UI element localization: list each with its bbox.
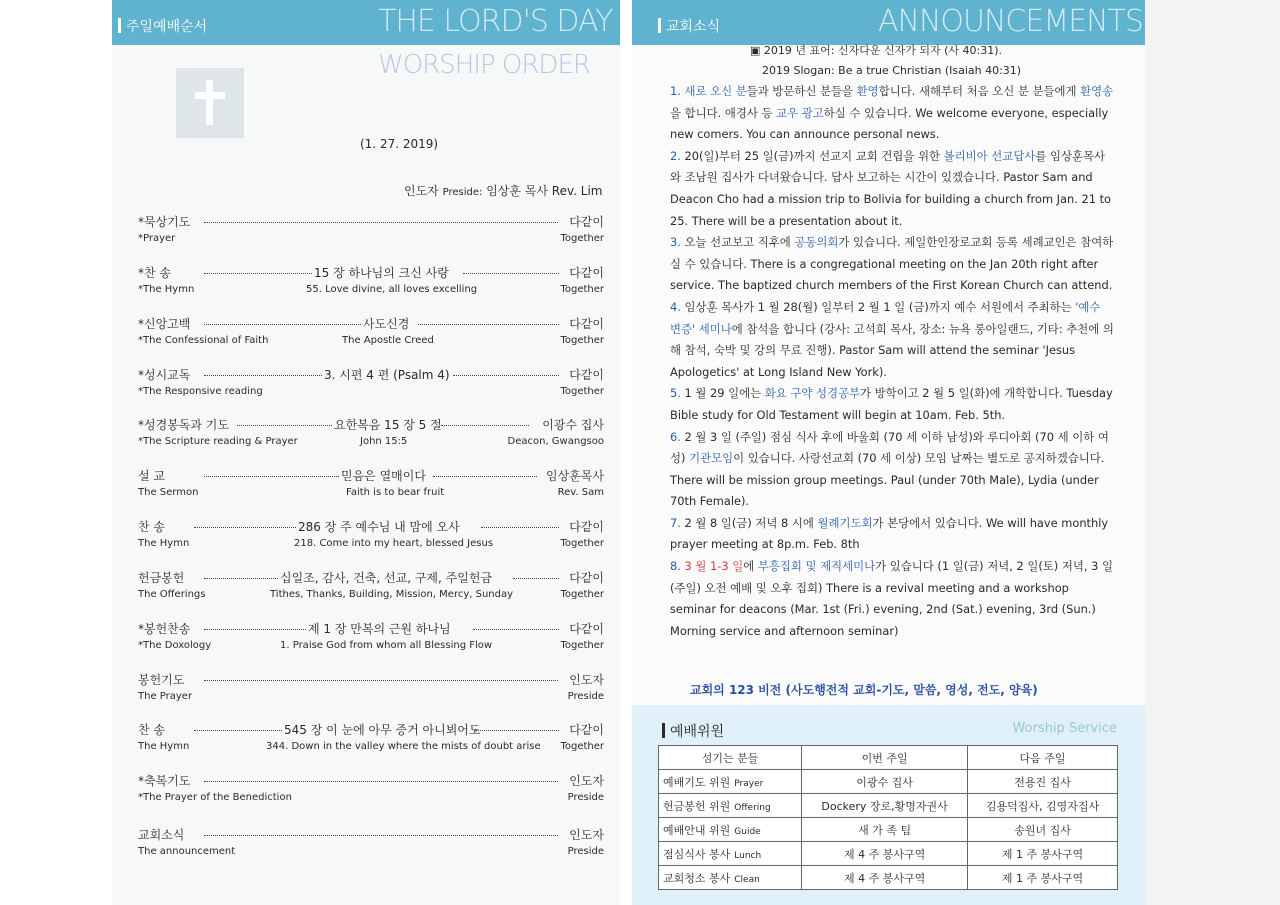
next-week-server: 제 1 주 봉사구역 xyxy=(968,842,1118,866)
order-item-leader: 다같이 xyxy=(569,520,604,534)
order-item-korean: *묵상기도 xyxy=(138,215,191,229)
dot-leader xyxy=(204,375,322,376)
announcement-highlight: 교우 광고 xyxy=(776,105,824,120)
service-leader: 인도자 Preside: 임상훈 목사 Rev. Lim xyxy=(404,184,603,198)
service-role: 점심식사 봉사 Lunch xyxy=(659,842,802,866)
worship-service-section xyxy=(632,705,1145,905)
next-week-server: 전용진 집사 xyxy=(968,770,1118,794)
announcement-text: 가 방학이고 2 월 5 일(화)에 개학합니다. Tuesday Bible study for Old Testament will begin at 10am. Feb. 5th. xyxy=(670,386,1113,422)
this-week-server: Dockery 장로,황명자권사 xyxy=(802,794,968,818)
table-row xyxy=(659,818,1118,842)
table-row xyxy=(659,866,1118,890)
order-item-leader: 다같이 xyxy=(569,622,604,636)
announcement-text: 가 본당에서 있습니다. We will have monthly prayer meeting at 8p.m. Feb. 8th xyxy=(670,515,1109,552)
order-item-leader-english: Together xyxy=(560,233,604,244)
table-header-row xyxy=(659,746,1118,770)
announcement-item xyxy=(670,513,1115,556)
order-item-leader-english: Preside xyxy=(567,792,604,803)
dot-leader xyxy=(204,476,339,477)
order-item-english: *The Doxology xyxy=(138,640,212,651)
announcements-title: ANNOUNCEMENTS xyxy=(878,4,1143,39)
order-item-english: *The Hymn xyxy=(138,284,195,295)
order-item-leader: 이광수 집사 xyxy=(542,418,604,432)
announcement-text: 1 월 29 일에는 xyxy=(684,386,765,401)
dot-leader xyxy=(204,680,558,681)
announcements-header-bar xyxy=(632,0,1145,45)
order-item-leader: 인도자 xyxy=(569,673,604,687)
dot-leader xyxy=(513,578,559,579)
order-item-korean: *봉헌찬송 xyxy=(138,622,191,636)
this-week-server: 이광수 집사 xyxy=(802,770,968,794)
order-item-detail-english: 1. Praise God from whom all Blessing Flow xyxy=(280,640,493,651)
order-item-korean: *성경봉독과 기도 xyxy=(138,418,229,432)
dot-leader xyxy=(204,835,558,836)
order-item-english: The Hymn xyxy=(138,538,190,549)
dot-leader xyxy=(433,476,537,477)
next-week-server: 제 1 주 봉사구역 xyxy=(968,866,1118,890)
announcement-item xyxy=(670,556,1115,642)
order-item-leader: 다같이 xyxy=(569,266,604,280)
announcement-text: 이 있습니다. 사랑선교회 (70 세 이상) 모임 날짜는 별도로 공지하겠습니다. There will be mission group meetings. Paul (under 70th Male), Lydia (under 70th Female). xyxy=(670,451,1105,509)
order-item-english: The Prayer xyxy=(138,691,193,702)
this-week-server: 새 가 족 팀 xyxy=(802,818,968,842)
announcement-highlight: 환영송 xyxy=(1080,84,1114,98)
announcement-text: 2 월 8 일(금) 저녁 8 시에 xyxy=(684,515,818,530)
announcement-item xyxy=(670,297,1115,383)
order-item-detail: 3. 시편 4 편 (Psalm 4) xyxy=(324,368,450,382)
announcement-text: 가 있습니다. 제일한인장로교회 등록 세례교인은 참여하실 수 있습니다. There is a congregational meeting on the Jan 20th right after service. The baptized church members of the First Korean Church can attend. xyxy=(670,235,1114,293)
announcement-number: 3. xyxy=(670,235,681,250)
announcement-number: 1. xyxy=(670,84,681,98)
dot-leader xyxy=(204,324,361,325)
announcement-number: 8. xyxy=(670,559,681,574)
order-item-english: The announcement xyxy=(138,846,236,857)
order-item-leader: 다같이 xyxy=(569,571,604,585)
announcement-number: 7. xyxy=(670,515,681,530)
announcement-text: 들과 방문하신 분들을 xyxy=(746,84,857,98)
lords-day-title: THE LORD'S DAY xyxy=(378,4,613,39)
order-item-detail-english: The Apostle Creed xyxy=(342,335,434,346)
order-item-detail-english: 218. Come into my heart, blessed Jesus xyxy=(294,538,494,549)
order-item-leader: 다같이 xyxy=(569,368,604,382)
announcement-text: 오늘 선교보고 직후에 xyxy=(684,235,795,250)
order-item-detail-english: Tithes, Thanks, Building, Mission, Mercy, Sunday xyxy=(270,589,514,600)
cross-icon xyxy=(176,68,244,138)
announcement-text: 을 합니다. 애경사 등 xyxy=(670,105,777,120)
announcement-highlight: '예수 변증' 세미나 xyxy=(670,299,1101,336)
order-item-english: The Hymn xyxy=(138,741,190,752)
order-item-korean: *신앙고백 xyxy=(138,317,191,331)
order-item-korean: 찬 송 xyxy=(138,723,165,737)
this-week-server: 제 4 주 봉사구역 xyxy=(802,866,968,890)
service-role: 헌금봉헌 위원 Offering xyxy=(659,794,802,818)
worship-service-table xyxy=(658,745,1118,890)
header-this-week: 이번 주일 xyxy=(802,746,968,770)
order-item-detail: 15 장 하나님의 크신 사랑 xyxy=(314,266,449,280)
worship-order-section-label: 주일예배순서 xyxy=(118,16,207,36)
announcement-item xyxy=(670,81,1115,146)
announcement-highlight: 볼리비아 선교답사 xyxy=(943,148,1036,163)
service-role: 예배안내 위원 Guide xyxy=(659,818,802,842)
order-item-korean: *성시교독 xyxy=(138,368,191,382)
announcement-list xyxy=(670,81,1115,642)
order-item-detail-english: 344. Down in the valley where the mists of doubt arise xyxy=(266,741,541,752)
slogan-english: 2019 Slogan: Be a true Christian (Isaiah 40:31) xyxy=(762,64,1022,77)
announcement-highlight: 환영 xyxy=(856,84,879,98)
order-item-leader-english: Together xyxy=(560,538,604,549)
order-item-english: *The Prayer of the Benediction xyxy=(138,792,292,803)
announcement-item xyxy=(670,232,1115,297)
header-servers: 섬기는 분들 xyxy=(659,746,802,770)
order-item-leader: 다같이 xyxy=(569,723,604,737)
order-item-detail: 제 1 장 만복의 근원 하나님 xyxy=(308,622,451,636)
order-item-korean: *찬 송 xyxy=(138,266,171,280)
order-item-detail: 286 장 주 예수님 내 맘에 오사 xyxy=(298,520,460,534)
announcement-text: 20(일)부터 25 일(금)까지 선교지 교회 건립을 위한 xyxy=(684,148,944,163)
order-item-leader-english: Together xyxy=(560,335,604,346)
order-item-leader-english: Together xyxy=(560,284,604,295)
worship-order-subtitle: WORSHIP ORDER xyxy=(378,50,590,80)
order-item-english: *The Scripture reading & Prayer xyxy=(138,436,298,447)
announcement-text: 합니다. 새해부터 처음 오신 분 분들에게 xyxy=(878,84,1081,98)
order-item-detail: 요한복음 15 장 5 절 xyxy=(334,418,442,432)
announcement-highlight: 화요 구약 성경공부 xyxy=(764,386,861,401)
next-week-server: 송원녀 집사 xyxy=(968,818,1118,842)
order-item-leader: 다같이 xyxy=(569,215,604,229)
order-item-detail: 십일조, 감사, 건축, 선교, 구제, 주일헌금 xyxy=(280,571,493,585)
announcements-section-label: 교회소식 xyxy=(658,16,720,36)
announcement-highlight: 부흥집회 및 제직세미나 xyxy=(757,559,876,574)
order-item-leader: 인도자 xyxy=(569,774,604,788)
order-item-leader-english: Together xyxy=(560,386,604,397)
service-date: (1. 27. 2019) xyxy=(360,137,439,151)
order-item-leader: 다같이 xyxy=(569,317,604,331)
next-week-server: 김용덕집사, 김영자집사 xyxy=(968,794,1118,818)
announcement-item xyxy=(670,383,1115,426)
dot-leader xyxy=(473,629,559,630)
order-item-korean: 헌금봉헌 xyxy=(138,571,185,585)
slogan-korean: ▣ 2019 년 표어: 신자다운 신자가 되자 (사 40:31). xyxy=(750,44,1002,57)
dot-leader xyxy=(453,375,559,376)
dot-leader xyxy=(418,324,559,325)
church-vision: 교회의 123 비전 (사도행전적 교회-기도, 말씀, 영성, 전도, 양육) xyxy=(690,683,1038,697)
dot-leader xyxy=(441,425,529,426)
order-item-english: *The Responsive reading xyxy=(138,386,263,397)
dot-leader xyxy=(481,527,559,528)
this-week-server: 제 4 주 봉사구역 xyxy=(802,842,968,866)
announcement-text: 에 xyxy=(743,559,758,574)
announcement-item xyxy=(670,427,1115,513)
dot-leader xyxy=(204,222,558,223)
dot-leader xyxy=(194,527,296,528)
worship-order-header-bar xyxy=(112,0,620,45)
dot-leader xyxy=(194,730,282,731)
order-item-english: The Sermon xyxy=(138,487,199,498)
announcements-page xyxy=(632,0,1145,905)
order-item-korean: 찬 송 xyxy=(138,520,165,534)
worship-service-label: 예배위원 xyxy=(662,721,724,741)
order-item-korean: 교회소식 xyxy=(138,828,185,842)
dot-leader xyxy=(463,273,559,274)
order-item-korean: *축복기도 xyxy=(138,774,191,788)
order-item-korean: 설 교 xyxy=(138,469,165,483)
order-item-english: *Prayer xyxy=(138,233,176,244)
order-item-detail-english: 55. Love divine, all loves excelling xyxy=(306,284,478,295)
dot-leader xyxy=(475,730,559,731)
table-row xyxy=(659,770,1118,794)
order-item-leader-english: Deacon, Gwangsoo xyxy=(507,436,604,447)
order-item-leader: 인도자 xyxy=(569,828,604,842)
next-page-edge xyxy=(1145,0,1280,905)
worship-order-page xyxy=(112,0,620,905)
announcement-highlight: 기관모임 xyxy=(689,451,734,466)
announcement-item xyxy=(670,146,1115,232)
order-item-detail-english: John 15:5 xyxy=(360,436,408,447)
order-item-leader-english: Preside xyxy=(567,846,604,857)
order-item-detail: 믿음은 열매이다 xyxy=(341,469,426,483)
dot-leader xyxy=(237,425,332,426)
announcement-number: 4. xyxy=(670,299,681,314)
page-gutter xyxy=(620,0,632,905)
announcement-text: 에 참석을 합니다 (강사: 고석희 목사, 장소: 뉴욕 롱아일랜드, 기타: 추천에 의해 참석, 숙박 및 강의 무료 진행). Pastor Sam will attend the seminar 'Jesus Apologetics' at Long Island New York). xyxy=(670,321,1114,379)
announcement-number: 5. xyxy=(670,386,681,401)
table-row xyxy=(659,842,1118,866)
dot-leader xyxy=(204,629,306,630)
order-item-detail: 545 장 이 눈에 아무 증거 아니뵈어도 xyxy=(284,723,481,737)
order-item-detail-english: Faith is to bear fruit xyxy=(346,487,445,498)
dot-leader xyxy=(204,578,278,579)
order-item-leader-english: Together xyxy=(560,640,604,651)
announcement-number: 6. xyxy=(670,429,681,444)
order-item-leader: 임상훈목사 xyxy=(546,469,604,483)
order-item-leader-english: Preside xyxy=(567,691,604,702)
announcement-highlight: 3 월 1-3 일 xyxy=(684,559,744,574)
order-item-leader-english: Together xyxy=(560,589,604,600)
order-item-leader-english: Together xyxy=(560,741,604,752)
announcement-highlight: 새로 오신 분 xyxy=(684,84,747,98)
announcement-text: 임상훈 목사가 1 월 28(월) 일부터 2 월 1 일 (금)까지 예수 서원에서 주최하는 xyxy=(684,299,1076,314)
dot-leader xyxy=(204,781,558,782)
order-item-english: *The Confessional of Faith xyxy=(138,335,269,346)
announcement-text: 2 월 3 일 (주일) 점심 식사 후에 바울회 (70 세 이하 남성)와 루디아회 (70 세 이하 여성) xyxy=(670,429,1109,466)
announcement-highlight: 월례기도회 xyxy=(817,515,873,530)
announcement-text: 하실 수 있습니다. We welcome everyone, especially new comers. You can announce personal news. xyxy=(670,105,1109,142)
service-role: 교회청소 봉사 Clean xyxy=(659,866,802,890)
announcement-highlight: 공동의회 xyxy=(794,235,839,250)
table-row xyxy=(659,794,1118,818)
worship-service-label-en: Worship Service xyxy=(1012,721,1117,736)
announcement-text: 가 있습니다 (1 일(금) 저녁, 2 일(토) 저녁, 3 일(주일) 오전 예배 및 오후 집회) There is a revival meeting and a workshop seminar for deacons (Mar. 1st (Fri.) evening, 2nd (Sat.) evening, 3rd (Sun.) Morning service and afternoon seminar) xyxy=(670,559,1113,638)
order-item-korean: 봉헌기도 xyxy=(138,673,185,687)
header-next-week: 다음 주일 xyxy=(968,746,1118,770)
service-role: 예배기도 위원 Prayer xyxy=(659,770,802,794)
order-item-leader-english: Rev. Sam xyxy=(557,487,604,498)
dot-leader xyxy=(204,273,312,274)
order-item-english: The Offerings xyxy=(138,589,206,600)
announcement-number: 2. xyxy=(670,148,681,163)
order-item-detail: 사도신경 xyxy=(363,317,410,331)
announcement-text: 를 임상훈목사와 조남원 집사가 다녀왔습니다. 답사 보고하는 시간이 있겠습니다. Pastor Sam and Deacon Cho had a mission trip to Bolivia for building a church from Jan. 21 to 25. There will be a presentation about it. xyxy=(670,148,1112,228)
